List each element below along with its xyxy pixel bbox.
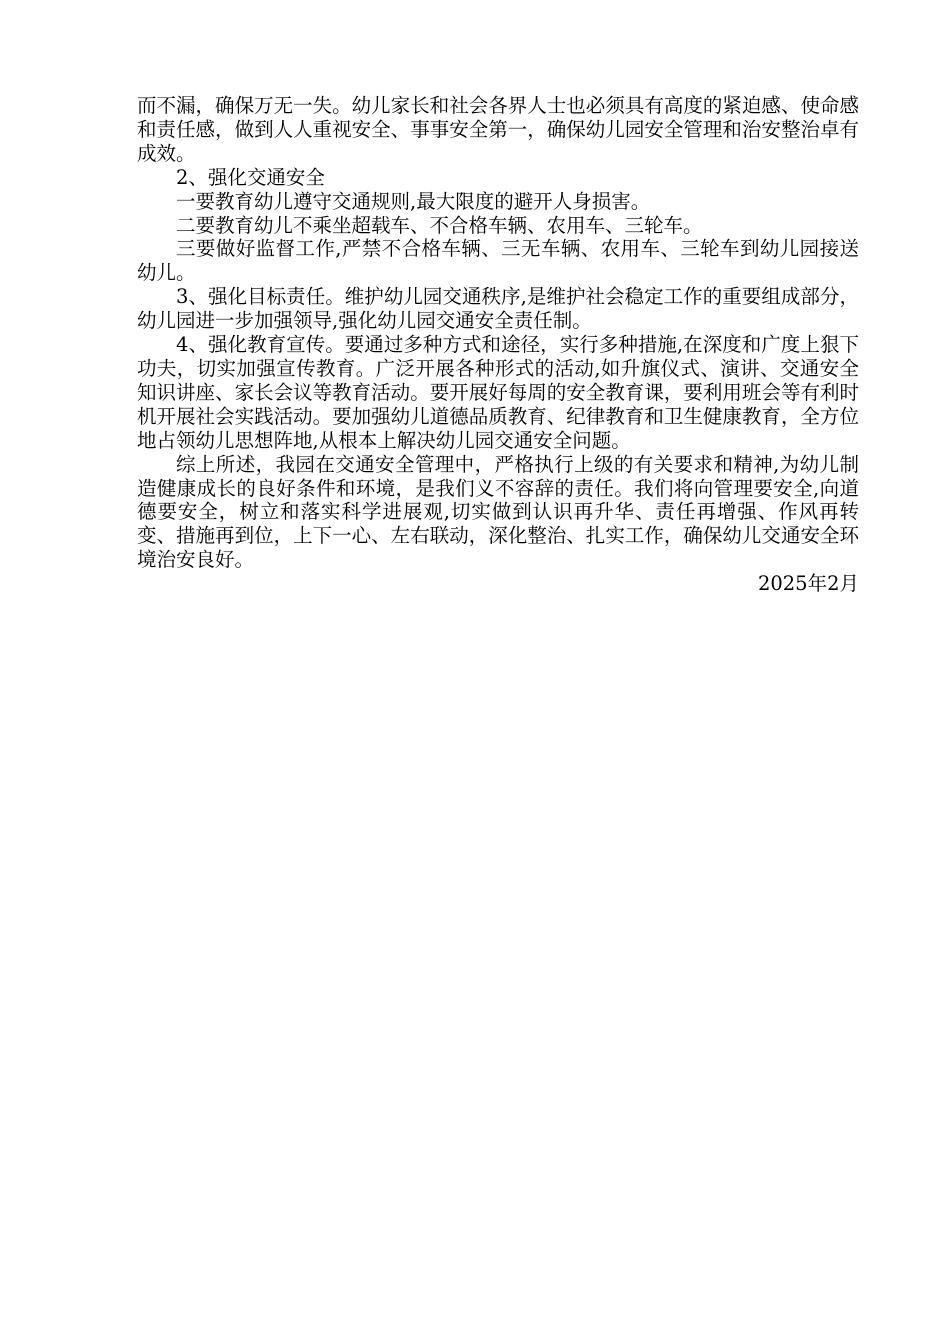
paragraph-item-2: 二要教育幼儿不乘坐超载车、不合格车辆、农用车、三轮车。 [176,213,703,237]
paragraph-summary: 综上所述，我园在交通安全管理中，严格执行上级的有关要求和精神,为幼儿制造健康成长的良好条件和环境，是我们义不容辞的责任。我们将向管理要安全,向道德要安全，树立和落实科学进展观,切实做到认识再升华、责任再增强、作风再转变、措施再到位，上下一心、左右联动，深化整治、扎实工作，确保幼儿交通安全环境治安良好。 [137,452,859,572]
paragraph-target-responsibility: 3、强化目标责任。维护幼儿园交通秩序,是维护社会稳定工作的重要组成部分，幼儿园进一步加强领导,强化幼儿园交通安全责任制。 [137,285,859,333]
paragraph-continuation: 而不漏，确保万无一失。幼儿家长和社会各界人士也必须具有高度的紧迫感、使命感和责任感，做到人人重视安全、事事安全第一，确保幼儿园安全管理和治安整治卓有成效。 [137,94,859,165]
document-date: 2025年2月 [757,572,859,596]
paragraph-item-3: 三要做好监督工作,严禁不合格车辆、三无车辆、农用车、三轮车到幼儿园接送幼儿。 [137,237,859,285]
paragraph-item-1: 一要教育幼儿遵守交通规则,最大限度的避开人身损害。 [176,189,651,213]
paragraph-education-publicity: 4、强化教育宣传。要通过多种方式和途径，实行多种措施,在深度和广度上狠下功夫，切实加强宣传教育。广泛开展各种形式的活动,如升旗仪式、演讲、交通安全知识讲座、家长会议等教育活动。要开展好每周的安全教育课，要利用班会等有利时机开展社会实践活动。要加强幼儿道德品质教育、纪律教育和卫生健康教育，全方位地占领幼儿思想阵地,从根本上解决幼儿园交通安全问题。 [137,333,859,452]
document-page [137,94,859,596]
section-heading-traffic-safety: 2、强化交通安全 [176,165,325,189]
